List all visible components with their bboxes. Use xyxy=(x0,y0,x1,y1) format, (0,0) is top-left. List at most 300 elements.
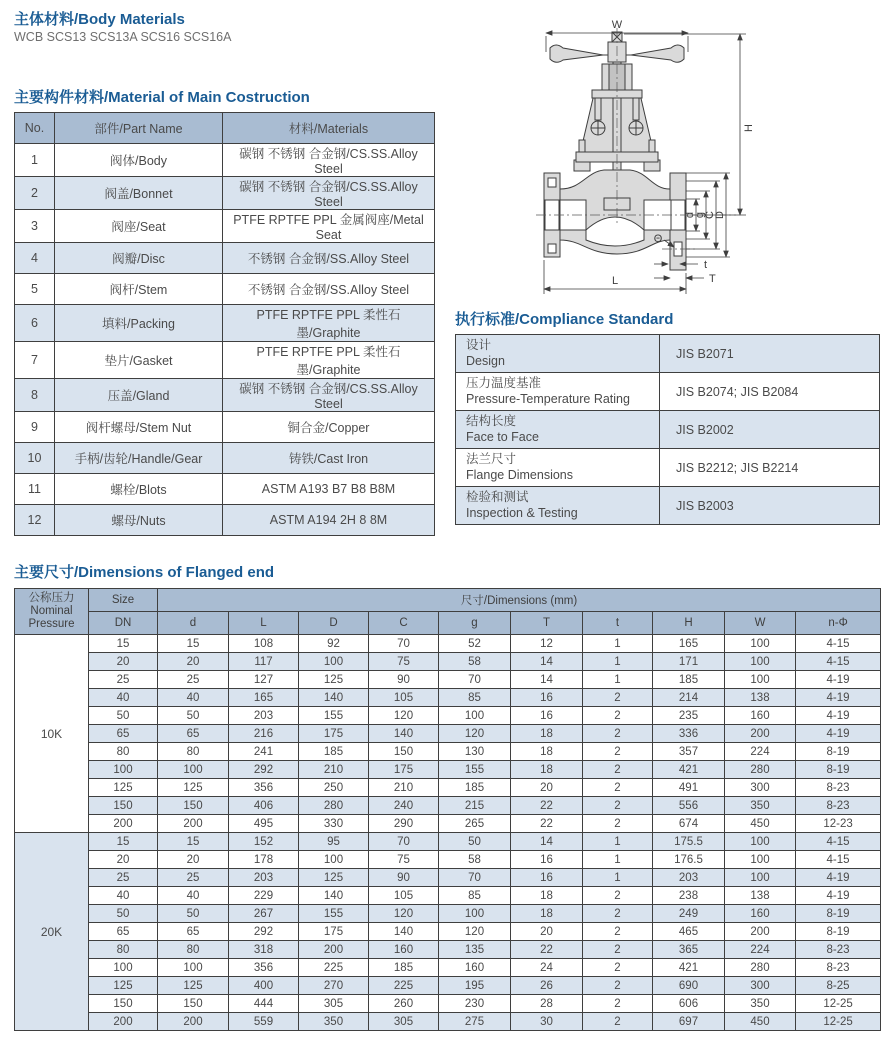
dim-value: 336 xyxy=(653,725,725,743)
dim-value: 25 xyxy=(158,869,229,887)
dim-value: 175 xyxy=(299,923,369,941)
compliance-row xyxy=(456,411,880,449)
dim-value: 12-25 xyxy=(796,1013,881,1031)
dim-value: 160 xyxy=(369,941,439,959)
dims-row xyxy=(15,815,881,833)
dim-value: 117 xyxy=(229,653,299,671)
dim-value: 138 xyxy=(725,689,796,707)
dim-value: 22 xyxy=(511,815,583,833)
standard-value: JIS B2071 xyxy=(660,335,880,373)
dim-value: 70 xyxy=(439,671,511,689)
row-no: 12 xyxy=(15,505,55,536)
dim-value: 105 xyxy=(369,887,439,905)
dim-value: 350 xyxy=(725,995,796,1013)
dim-col-header: H xyxy=(653,612,725,635)
materials-row xyxy=(15,144,435,177)
dim-value: 70 xyxy=(369,635,439,653)
dim-value: 8-25 xyxy=(796,977,881,995)
dim-col-header: L xyxy=(229,612,299,635)
dim-col-header: D xyxy=(299,612,369,635)
material: PTFE RPTFE PPL 柔性石墨/Graphite xyxy=(223,342,435,379)
material: 铜合金/Copper xyxy=(223,412,435,443)
dim-value: 171 xyxy=(653,653,725,671)
dim-value: 58 xyxy=(439,653,511,671)
dim-value: 200 xyxy=(158,1013,229,1031)
dim-value: 18 xyxy=(511,887,583,905)
dim-value: 495 xyxy=(229,815,299,833)
dim-value: 100 xyxy=(725,671,796,689)
compliance-row xyxy=(456,487,880,525)
row-no: 9 xyxy=(15,412,55,443)
part-name: 压盖/Gland xyxy=(55,379,223,412)
dim-value: 130 xyxy=(439,743,511,761)
compliance-row xyxy=(456,449,880,487)
dn-header: DN xyxy=(89,612,158,635)
dims-row xyxy=(15,887,881,905)
materials-header-row xyxy=(15,113,435,144)
dim-value: 120 xyxy=(369,707,439,725)
dims-row xyxy=(15,761,881,779)
dim-value: 697 xyxy=(653,1013,725,1031)
material: PTFE RPTFE PPL 柔性石墨/Graphite xyxy=(223,305,435,342)
dim-value: 15 xyxy=(158,833,229,851)
dim-value: 152 xyxy=(229,833,299,851)
dim-value: 195 xyxy=(439,977,511,995)
dim-value: 20 xyxy=(511,923,583,941)
dim-value: 120 xyxy=(439,923,511,941)
dims-row xyxy=(15,995,881,1013)
part-name: 阀杆/Stem xyxy=(55,274,223,305)
dim-col-header: C xyxy=(369,612,439,635)
dim-value: 556 xyxy=(653,797,725,815)
dim-value: 90 xyxy=(369,671,439,689)
dim-value: 265 xyxy=(439,815,511,833)
materials-row xyxy=(15,505,435,536)
dim-value: 65 xyxy=(158,923,229,941)
dim-value: 2 xyxy=(583,815,653,833)
dims-row xyxy=(15,671,881,689)
dim-value: 2 xyxy=(583,959,653,977)
compliance-row xyxy=(456,335,880,373)
pressure-rating: 10K xyxy=(15,635,89,833)
dim-value: 20 xyxy=(89,851,158,869)
dim-value: 80 xyxy=(158,941,229,959)
dim-value: 120 xyxy=(369,905,439,923)
dim-value: 80 xyxy=(89,743,158,761)
part-name: 阀瓣/Disc xyxy=(55,243,223,274)
dim-value: 200 xyxy=(89,1013,158,1031)
dim-value: 2 xyxy=(583,905,653,923)
dim-value: 215 xyxy=(439,797,511,815)
material: 碳钢 不锈钢 合金钢/CS.SS.Alloy Steel xyxy=(223,144,435,177)
material: 铸铁/Cast Iron xyxy=(223,443,435,474)
dim-value: 2 xyxy=(583,689,653,707)
material: 碳钢 不锈钢 合金钢/CS.SS.Alloy Steel xyxy=(223,379,435,412)
col-header-part-name: 部件/Part Name xyxy=(55,113,223,144)
dim-value: 491 xyxy=(653,779,725,797)
dimensions-title: 主要尺寸/Dimensions of Flanged end xyxy=(14,564,275,581)
dim-value: 4-19 xyxy=(796,689,881,707)
materials-row xyxy=(15,210,435,243)
standard-item-zh: 结构长度 xyxy=(466,413,517,428)
dim-value: 65 xyxy=(158,725,229,743)
dim-value: 175.5 xyxy=(653,833,725,851)
dim-value: 465 xyxy=(653,923,725,941)
dim-value: 2 xyxy=(583,995,653,1013)
dim-value: 85 xyxy=(439,689,511,707)
standard-item xyxy=(456,373,660,411)
dim-value: 8-23 xyxy=(796,797,881,815)
dim-value: 40 xyxy=(89,887,158,905)
dim-value: 20 xyxy=(158,851,229,869)
dim-label-l: L xyxy=(611,275,619,287)
dims-row xyxy=(15,977,881,995)
dim-value: 450 xyxy=(725,815,796,833)
row-no: 8 xyxy=(15,379,55,412)
dim-value: 70 xyxy=(439,869,511,887)
dim-label-h: H xyxy=(743,124,755,132)
dim-value: 185 xyxy=(439,779,511,797)
standard-value: JIS B2074; JIS B2084 xyxy=(660,373,880,411)
dim-value: 4-19 xyxy=(796,887,881,905)
dim-value: 267 xyxy=(229,905,299,923)
dim-value: 150 xyxy=(89,995,158,1013)
part-name: 手柄/齿轮/Handle/Gear xyxy=(55,443,223,474)
dims-header-row-1 xyxy=(15,589,881,612)
dim-value: 240 xyxy=(369,797,439,815)
dim-value: 70 xyxy=(369,833,439,851)
dims-row xyxy=(15,851,881,869)
dim-value: 100 xyxy=(725,869,796,887)
dim-value: 108 xyxy=(229,635,299,653)
dim-value: 65 xyxy=(89,725,158,743)
dim-value: 305 xyxy=(369,1013,439,1031)
dim-value: 65 xyxy=(89,923,158,941)
dim-value: 224 xyxy=(725,941,796,959)
dim-value: 127 xyxy=(229,671,299,689)
dim-value: 125 xyxy=(299,869,369,887)
dims-row xyxy=(15,689,881,707)
dim-value: 20 xyxy=(511,779,583,797)
dim-value: 249 xyxy=(653,905,725,923)
dim-value: 16 xyxy=(511,707,583,725)
dim-value: 150 xyxy=(158,995,229,1013)
dim-col-header: t xyxy=(583,612,653,635)
materials-row xyxy=(15,379,435,412)
dims-row xyxy=(15,797,881,815)
dim-value: 559 xyxy=(229,1013,299,1031)
dim-value: 100 xyxy=(89,959,158,977)
standard-item xyxy=(456,449,660,487)
dim-value: 450 xyxy=(725,1013,796,1031)
dim-value: 229 xyxy=(229,887,299,905)
dim-value: 100 xyxy=(725,833,796,851)
dim-value: 100 xyxy=(725,635,796,653)
dim-value: 176.5 xyxy=(653,851,725,869)
standard-item xyxy=(456,411,660,449)
dim-value: 2 xyxy=(583,707,653,725)
dim-value: 178 xyxy=(229,851,299,869)
dim-col-header: W xyxy=(725,612,796,635)
dim-value: 165 xyxy=(229,689,299,707)
dim-value: 25 xyxy=(89,869,158,887)
materials-row xyxy=(15,243,435,274)
dim-value: 8-23 xyxy=(796,959,881,977)
dim-value: 4-19 xyxy=(796,869,881,887)
dim-value: 690 xyxy=(653,977,725,995)
dim-value: 2 xyxy=(583,761,653,779)
dim-value: 406 xyxy=(229,797,299,815)
dim-value: 203 xyxy=(229,707,299,725)
dim-value: 52 xyxy=(439,635,511,653)
pressure-header-en: Nominal Pressure xyxy=(28,604,75,631)
dim-value: 160 xyxy=(725,707,796,725)
dim-value: 28 xyxy=(511,995,583,1013)
dim-value: 200 xyxy=(725,725,796,743)
dim-value: 210 xyxy=(369,779,439,797)
dim-value: 100 xyxy=(439,707,511,725)
dim-value: 4-19 xyxy=(796,671,881,689)
standard-value: JIS B2003 xyxy=(660,487,880,525)
dim-value: 155 xyxy=(299,905,369,923)
row-no: 2 xyxy=(15,177,55,210)
dim-value: 24 xyxy=(511,959,583,977)
standard-item-zh: 压力温度基准 xyxy=(466,375,542,390)
dim-value: 2 xyxy=(583,797,653,815)
materials-row xyxy=(15,177,435,210)
dim-label-d: d xyxy=(684,211,696,219)
dim-value: 216 xyxy=(229,725,299,743)
dim-value: 2 xyxy=(583,977,653,995)
dim-value: 356 xyxy=(229,959,299,977)
dim-value: 40 xyxy=(89,689,158,707)
dim-value: 8-19 xyxy=(796,743,881,761)
dim-value: 8-19 xyxy=(796,923,881,941)
dim-value: 20 xyxy=(158,653,229,671)
dim-value: 100 xyxy=(158,761,229,779)
dim-value: 2 xyxy=(583,923,653,941)
dim-value: 100 xyxy=(299,653,369,671)
standard-item-en: Inspection & Testing xyxy=(466,505,578,520)
dim-label-t-outer: T xyxy=(709,273,716,285)
row-no: 11 xyxy=(15,474,55,505)
dim-value: 200 xyxy=(725,923,796,941)
dim-value: 4-15 xyxy=(796,635,881,653)
dim-value: 140 xyxy=(369,725,439,743)
dim-value: 275 xyxy=(439,1013,511,1031)
dim-value: 75 xyxy=(369,851,439,869)
dim-value: 250 xyxy=(299,779,369,797)
dim-value: 15 xyxy=(89,833,158,851)
dim-value: 95 xyxy=(299,833,369,851)
dim-value: 8-19 xyxy=(796,761,881,779)
dim-value: 125 xyxy=(89,779,158,797)
standard-item xyxy=(456,487,660,525)
dim-value: 8-23 xyxy=(796,941,881,959)
dim-value: 160 xyxy=(439,959,511,977)
materials-row xyxy=(15,305,435,342)
part-name: 阀体/Body xyxy=(55,144,223,177)
material: 不锈钢 合金钢/SS.Alloy Steel xyxy=(223,274,435,305)
dim-value: 155 xyxy=(299,707,369,725)
dim-value: 150 xyxy=(158,797,229,815)
dim-value: 210 xyxy=(299,761,369,779)
dim-label-c: C xyxy=(704,211,716,219)
compliance-row xyxy=(456,373,880,411)
dim-label-t: t xyxy=(704,259,708,271)
dim-value: 14 xyxy=(511,671,583,689)
standard-item-en: Pressure-Temperature Rating xyxy=(466,391,630,406)
dim-value: 150 xyxy=(89,797,158,815)
dim-value: 50 xyxy=(439,833,511,851)
dim-value: 2 xyxy=(583,743,653,761)
dim-value: 20 xyxy=(89,653,158,671)
dims-row xyxy=(15,869,881,887)
dim-value: 290 xyxy=(369,815,439,833)
dim-value: 300 xyxy=(725,779,796,797)
dim-value: 85 xyxy=(439,887,511,905)
dim-value: 75 xyxy=(369,653,439,671)
part-name: 螺栓/Blots xyxy=(55,474,223,505)
dim-value: 270 xyxy=(299,977,369,995)
dim-value: 4-19 xyxy=(796,707,881,725)
dim-value: 280 xyxy=(725,761,796,779)
dims-row xyxy=(15,635,881,653)
materials-row xyxy=(15,443,435,474)
dim-value: 2 xyxy=(583,887,653,905)
dim-value: 356 xyxy=(229,779,299,797)
dims-mm-header: 尺寸/Dimensions (mm) xyxy=(158,589,881,612)
dim-value: 200 xyxy=(299,941,369,959)
dim-value: 4-19 xyxy=(796,725,881,743)
dim-value: 185 xyxy=(299,743,369,761)
dim-value: 138 xyxy=(725,887,796,905)
standard-item xyxy=(456,335,660,373)
dim-value: 280 xyxy=(299,797,369,815)
dim-value: 203 xyxy=(229,869,299,887)
row-no: 7 xyxy=(15,342,55,379)
dim-value: 1 xyxy=(583,635,653,653)
dim-value: 185 xyxy=(653,671,725,689)
dim-value: 100 xyxy=(89,761,158,779)
dim-value: 235 xyxy=(653,707,725,725)
dim-value: 1 xyxy=(583,653,653,671)
dim-value: 18 xyxy=(511,761,583,779)
standard-item-en: Design xyxy=(466,353,505,368)
dim-value: 200 xyxy=(89,815,158,833)
dim-value: 160 xyxy=(725,905,796,923)
dim-value: 140 xyxy=(369,923,439,941)
dim-value: 50 xyxy=(89,707,158,725)
dim-value: 241 xyxy=(229,743,299,761)
dim-value: 444 xyxy=(229,995,299,1013)
dims-row xyxy=(15,1013,881,1031)
size-header: Size xyxy=(89,589,158,612)
body-materials-title: 主体材料/Body Materials xyxy=(14,11,185,28)
dim-value: 26 xyxy=(511,977,583,995)
dim-value: 12 xyxy=(511,635,583,653)
dim-value: 18 xyxy=(511,725,583,743)
dim-value: 125 xyxy=(158,977,229,995)
dim-col-header: n-Φ xyxy=(796,612,881,635)
globe-valve-diagram xyxy=(512,2,878,304)
standard-value: JIS B2212; JIS B2214 xyxy=(660,449,880,487)
dim-value: 18 xyxy=(511,905,583,923)
body-materials-grades: WCB SCS13 SCS13A SCS16 SCS16A xyxy=(14,30,232,44)
dim-value: 238 xyxy=(653,887,725,905)
dim-value: 606 xyxy=(653,995,725,1013)
dim-value: 2 xyxy=(583,941,653,959)
dim-value: 292 xyxy=(229,923,299,941)
dim-value: 421 xyxy=(653,761,725,779)
dim-value: 50 xyxy=(158,707,229,725)
dim-value: 421 xyxy=(653,959,725,977)
dim-value: 40 xyxy=(158,689,229,707)
dim-value: 100 xyxy=(439,905,511,923)
dim-label-g: g xyxy=(694,211,706,219)
dims-header-row-2 xyxy=(15,612,881,635)
dims-row xyxy=(15,743,881,761)
dim-value: 2 xyxy=(583,725,653,743)
dim-value: 125 xyxy=(158,779,229,797)
dim-value: 2 xyxy=(583,779,653,797)
dim-value: 100 xyxy=(725,653,796,671)
dims-row xyxy=(15,833,881,851)
dim-value: 357 xyxy=(653,743,725,761)
dim-value: 135 xyxy=(439,941,511,959)
dim-value: 4-15 xyxy=(796,833,881,851)
dim-value: 80 xyxy=(158,743,229,761)
dim-value: 14 xyxy=(511,833,583,851)
materials-row xyxy=(15,274,435,305)
dim-value: 25 xyxy=(158,671,229,689)
dim-value: 140 xyxy=(299,887,369,905)
standard-item-zh: 设计 xyxy=(466,337,492,352)
dim-value: 100 xyxy=(725,851,796,869)
dim-value: 12-25 xyxy=(796,995,881,1013)
row-no: 5 xyxy=(15,274,55,305)
material: ASTM A194 2H 8 8M xyxy=(223,505,435,536)
dim-value: 15 xyxy=(89,635,158,653)
dim-value: 8-23 xyxy=(796,779,881,797)
dim-value: 214 xyxy=(653,689,725,707)
dim-value: 12-23 xyxy=(796,815,881,833)
dim-value: 175 xyxy=(369,761,439,779)
row-no: 6 xyxy=(15,305,55,342)
dim-value: 4-15 xyxy=(796,653,881,671)
part-name: 阀盖/Bonnet xyxy=(55,177,223,210)
dim-value: 14 xyxy=(511,653,583,671)
dim-label-theta: Θ xyxy=(653,233,663,245)
dim-value: 1 xyxy=(583,851,653,869)
dim-value: 22 xyxy=(511,797,583,815)
standard-value: JIS B2002 xyxy=(660,411,880,449)
row-no: 3 xyxy=(15,210,55,243)
dim-value: 92 xyxy=(299,635,369,653)
dim-label-w: W xyxy=(611,19,623,31)
dim-value: 125 xyxy=(299,671,369,689)
dims-row xyxy=(15,905,881,923)
part-name: 填料/Packing xyxy=(55,305,223,342)
dims-row xyxy=(15,941,881,959)
dim-value: 203 xyxy=(653,869,725,887)
part-name: 螺母/Nuts xyxy=(55,505,223,536)
dim-value: 260 xyxy=(369,995,439,1013)
dim-value: 58 xyxy=(439,851,511,869)
dim-value: 4-15 xyxy=(796,851,881,869)
dim-value: 305 xyxy=(299,995,369,1013)
material: 碳钢 不锈钢 合金钢/CS.SS.Alloy Steel xyxy=(223,177,435,210)
